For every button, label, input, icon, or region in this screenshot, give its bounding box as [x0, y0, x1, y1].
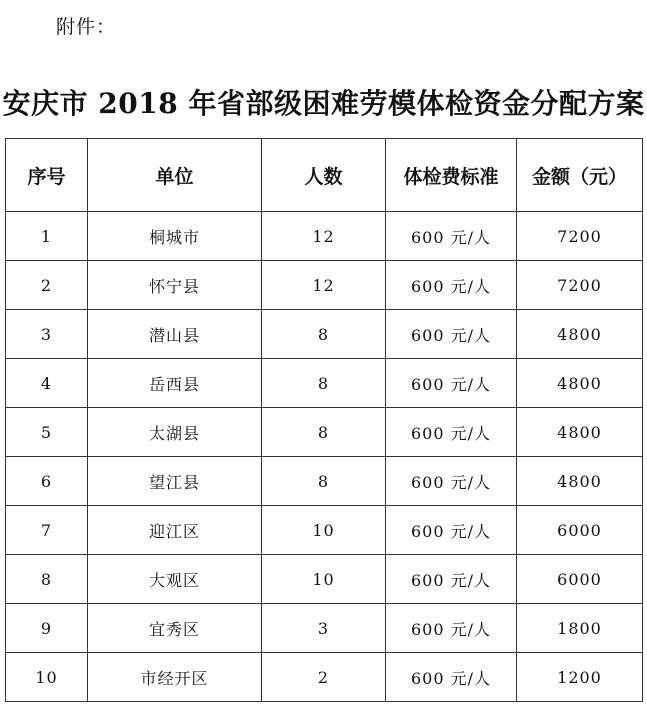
- cell-index: 1: [6, 212, 88, 261]
- cell-unit: 宜秀区: [88, 604, 262, 653]
- cell-count: 8: [262, 457, 386, 506]
- cell-fee-standard: 600 元/人: [386, 212, 517, 261]
- cell-unit: 岳西县: [88, 359, 262, 408]
- table-row: [6, 506, 643, 555]
- cell-amount: 4800: [517, 310, 643, 359]
- attachment-label: 附件：: [56, 16, 117, 38]
- header-index: 序号: [6, 139, 88, 212]
- cell-index: 3: [6, 310, 88, 359]
- cell-unit: 望江县: [88, 457, 262, 506]
- header-unit: 单位: [88, 139, 262, 212]
- cell-fee-standard: 600 元/人: [386, 310, 517, 359]
- cell-index: 4: [6, 359, 88, 408]
- cell-amount: 7200: [517, 261, 643, 310]
- cell-fee-standard: 600 元/人: [386, 555, 517, 604]
- allocation-table: [5, 138, 643, 702]
- cell-count: 2: [262, 653, 386, 702]
- cell-index: 8: [6, 555, 88, 604]
- cell-amount: 1800: [517, 604, 643, 653]
- cell-unit: 大观区: [88, 555, 262, 604]
- cell-fee-standard: 600 元/人: [386, 604, 517, 653]
- cell-count: 12: [262, 212, 386, 261]
- table-row: [6, 604, 643, 653]
- cell-index: 6: [6, 457, 88, 506]
- cell-amount: 4800: [517, 457, 643, 506]
- table-row: [6, 212, 643, 261]
- cell-fee-standard: 600 元/人: [386, 359, 517, 408]
- cell-amount: 4800: [517, 359, 643, 408]
- table-row: [6, 408, 643, 457]
- cell-count: 8: [262, 408, 386, 457]
- table-row: [6, 310, 643, 359]
- cell-index: 10: [6, 653, 88, 702]
- cell-count: 8: [262, 359, 386, 408]
- cell-amount: 7200: [517, 212, 643, 261]
- cell-unit: 潜山县: [88, 310, 262, 359]
- cell-fee-standard: 600 元/人: [386, 408, 517, 457]
- header-amount: 金额（元）: [517, 139, 643, 212]
- cell-fee-standard: 600 元/人: [386, 261, 517, 310]
- cell-fee-standard: 600 元/人: [386, 506, 517, 555]
- cell-index: 5: [6, 408, 88, 457]
- cell-count: 12: [262, 261, 386, 310]
- cell-unit: 桐城市: [88, 212, 262, 261]
- table-row: [6, 261, 643, 310]
- cell-count: 10: [262, 555, 386, 604]
- cell-amount: 1200: [517, 653, 643, 702]
- header-count: 人数: [262, 139, 386, 212]
- cell-unit: 怀宁县: [88, 261, 262, 310]
- cell-unit: 太湖县: [88, 408, 262, 457]
- page-title: 安庆市 2018 年省部级困难劳模体检资金分配方案: [2, 87, 645, 120]
- header-fee-standard: 体检费标准: [386, 139, 517, 212]
- cell-amount: 6000: [517, 506, 643, 555]
- cell-count: 3: [262, 604, 386, 653]
- cell-amount: 4800: [517, 408, 643, 457]
- cell-count: 10: [262, 506, 386, 555]
- cell-index: 7: [6, 506, 88, 555]
- cell-fee-standard: 600 元/人: [386, 653, 517, 702]
- cell-index: 2: [6, 261, 88, 310]
- cell-fee-standard: 600 元/人: [386, 457, 517, 506]
- table-row: [6, 359, 643, 408]
- table-row: [6, 653, 643, 702]
- table-row: [6, 457, 643, 506]
- cell-unit: 市经开区: [88, 653, 262, 702]
- table-row: [6, 555, 643, 604]
- cell-count: 8: [262, 310, 386, 359]
- cell-unit: 迎江区: [88, 506, 262, 555]
- cell-amount: 6000: [517, 555, 643, 604]
- table-header-row: [6, 139, 643, 212]
- cell-index: 9: [6, 604, 88, 653]
